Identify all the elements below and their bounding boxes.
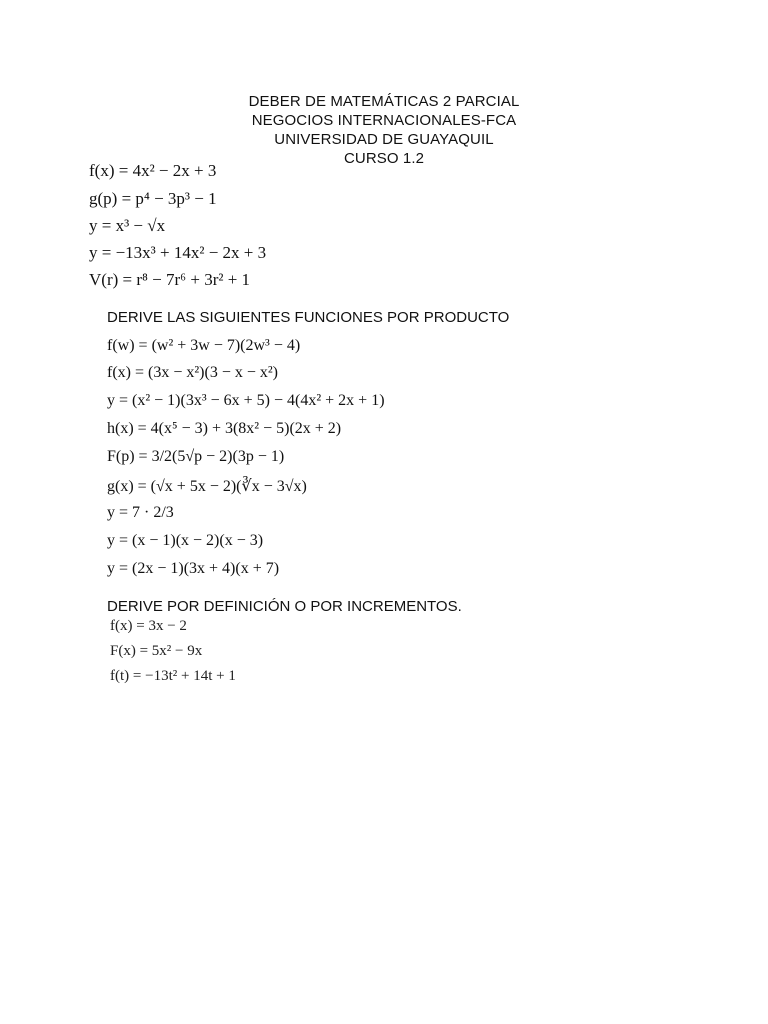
equation-1-3: y = x³ − √x <box>89 216 166 235</box>
header-course: CURSO 1.2 <box>343 150 425 167</box>
equation-2-9: y = (2x − 1)(3x + 4)(x + 7) <box>107 560 280 577</box>
equation-1-4: y = −13x³ + 14x² − 2x + 3 <box>89 243 267 262</box>
equation-2-5: F(p) = 3/2(5√p − 2)(3p − 1) <box>107 448 285 465</box>
equation-1-2: g(p) = p⁴ − 3p³ − 1 <box>89 189 217 208</box>
equation-2-3: y = (x² − 1)(3x³ − 6x + 5) − 4(4x² + 2x + 1) <box>107 392 385 409</box>
header-title: DEBER DE MATEMÁTICAS 2 PARCIAL <box>248 93 520 110</box>
section-heading-product: DERIVE LAS SIGUIENTES FUNCIONES POR PRODUCTO <box>107 309 510 326</box>
header-university: UNIVERSIDAD DE GUAYAQUIL <box>274 131 494 148</box>
section-heading-definition: DERIVE POR DEFINICIÓN O POR INCREMENTOS. <box>107 598 462 615</box>
equation-3-3: f(t) = −13t² + 14t + 1 <box>110 668 236 684</box>
equation-2-7: y = 7 · 2/3 <box>107 504 174 521</box>
equation-3-1: f(x) = 3x − 2 <box>110 618 187 634</box>
header-program: NEGOCIOS INTERNACIONALES-FCA <box>251 112 517 129</box>
document-header <box>0 92 768 168</box>
equation-2-2: f(x) = (3x − x²)(3 − x − x²) <box>107 364 278 381</box>
equation-2-6: g(x) = (√x + 5x − 2)(∛x − 3√x) <box>107 478 307 495</box>
equation-2-4: h(x) = 4(x⁵ − 3) + 3(8x² − 5)(2x + 2) <box>107 420 342 437</box>
equation-3-2: F(x) = 5x² − 9x <box>110 643 203 659</box>
equation-1-5: V(r) = r⁸ − 7r⁶ + 3r² + 1 <box>89 270 251 289</box>
equation-2-1: f(w) = (w² + 3w − 7)(2w³ − 4) <box>107 337 301 354</box>
equation-1-1: f(x) = 4x² − 2x + 3 <box>89 161 217 180</box>
equation-2-8: y = (x − 1)(x − 2)(x − 3) <box>107 532 264 549</box>
